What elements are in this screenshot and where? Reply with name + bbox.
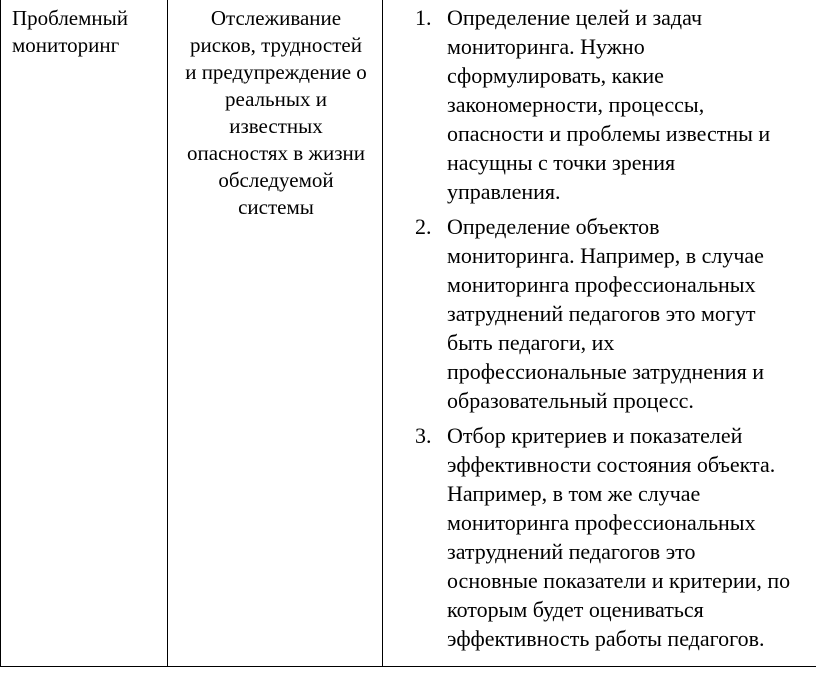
- item-line: управления.: [447, 179, 561, 204]
- item-line: эффективности состояния объекта.: [447, 452, 776, 477]
- item-line: эффективность работы педагогов.: [447, 626, 765, 651]
- item-line: сформулировать, какие: [447, 63, 664, 88]
- purpose-line: опасностях в жизни: [187, 141, 365, 165]
- list-item: [383, 421, 816, 653]
- item-line: образовательный процесс.: [447, 388, 694, 413]
- purpose-line: обследуемой: [218, 168, 334, 192]
- monitoring-purpose-text: [172, 5, 380, 221]
- item-line: опасности и проблемы известны и: [447, 121, 771, 146]
- item-line: Определение объектов: [447, 214, 660, 239]
- type-cell: [0, 0, 168, 666]
- steps-list: [383, 3, 816, 659]
- list-item: [383, 3, 816, 206]
- item-line: мониторинга. Например, в случае: [447, 243, 764, 268]
- monitoring-type-text: [12, 5, 162, 59]
- purpose-line: Отслеживание: [210, 6, 342, 30]
- purpose-line: и предупреждение о: [185, 60, 367, 84]
- purpose-cell: [168, 0, 383, 666]
- item-number: 1.: [415, 5, 432, 30]
- type-line: мониторинг: [12, 33, 120, 57]
- item-line: основные показатели и критерии, по: [447, 568, 791, 593]
- item-line: закономерности, процессы,: [447, 92, 705, 117]
- item-number: 2.: [415, 214, 432, 239]
- item-line: мониторинга профессиональных: [447, 272, 756, 297]
- purpose-line: известных: [229, 114, 323, 138]
- item-line: затруднений педагогов это: [447, 539, 696, 564]
- item-line: быть педагоги, их: [447, 330, 615, 355]
- item-line: Например, в том же случае: [447, 481, 701, 506]
- item-number: 3.: [415, 423, 432, 448]
- type-line: Проблемный: [12, 6, 129, 30]
- item-line: которым будет оцениваться: [447, 597, 704, 622]
- item-line: профессиональные затруднения и: [447, 359, 764, 384]
- item-line: Отбор критериев и показателей: [447, 423, 743, 448]
- item-line: затруднений педагогов это могут: [447, 301, 756, 326]
- item-line: мониторинга. Нужно: [447, 34, 645, 59]
- purpose-line: рисков, трудностей: [190, 33, 362, 57]
- purpose-line: реальных и: [225, 87, 327, 111]
- purpose-line: системы: [238, 195, 314, 219]
- list-item: [383, 212, 816, 415]
- item-line: Определение целей и задач: [447, 5, 703, 30]
- item-line: мониторинга профессиональных: [447, 510, 756, 535]
- item-line: насущны с точки зрения: [447, 150, 676, 175]
- steps-cell: [383, 0, 816, 666]
